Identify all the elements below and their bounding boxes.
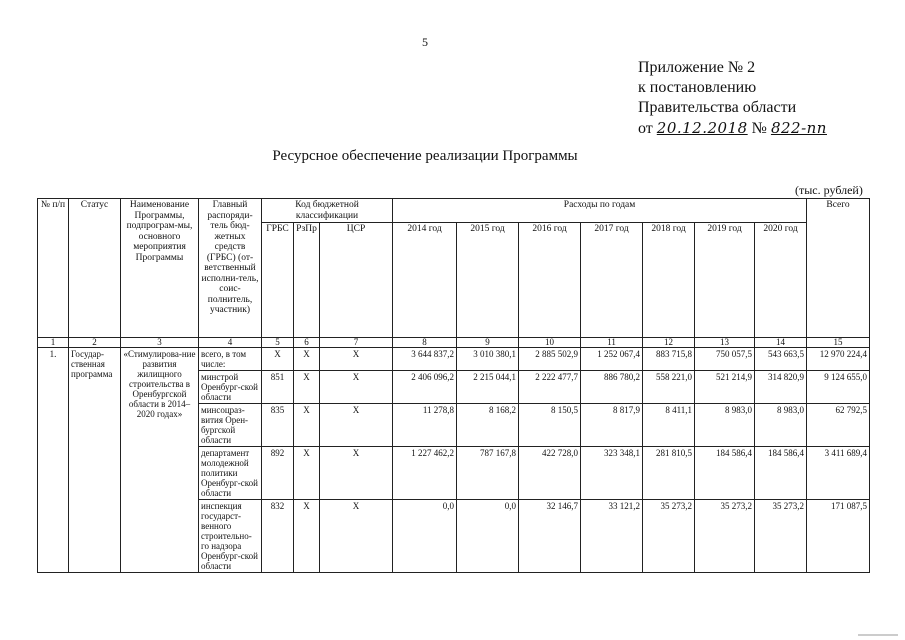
date-prefix: от bbox=[638, 120, 653, 137]
total-cell: 3 411 689,4 bbox=[807, 447, 870, 500]
value-cell: 422 728,0 bbox=[519, 447, 581, 500]
header-year: 2019 год bbox=[695, 223, 755, 338]
units-label: (тыс. рублей) bbox=[795, 183, 863, 197]
value-cell: 886 780,2 bbox=[581, 371, 643, 404]
total-cell: 62 792,5 bbox=[807, 404, 870, 447]
appendix-block bbox=[638, 58, 827, 139]
csr-cell: X bbox=[320, 447, 393, 500]
value-cell: 11 278,8 bbox=[393, 404, 457, 447]
value-cell: 521 214,9 bbox=[695, 371, 755, 404]
admin-cell: всего, в том числе: bbox=[199, 348, 262, 371]
value-cell: 3 010 380,1 bbox=[457, 348, 519, 371]
col-number: 7 bbox=[320, 338, 393, 348]
header-expenses: Расходы по годам bbox=[393, 199, 807, 223]
number-prefix: № bbox=[751, 120, 767, 137]
csr-cell: X bbox=[320, 371, 393, 404]
rzpr-cell: X bbox=[294, 404, 320, 447]
appendix-line-1: Приложение № 2 bbox=[638, 59, 756, 76]
admin-cell: минстрой Оренбург-ской области bbox=[199, 371, 262, 404]
value-cell: 787 167,8 bbox=[457, 447, 519, 500]
value-cell: 35 273,2 bbox=[695, 500, 755, 573]
header-admin: Главный распоряди-тель бюд-жетных средств (ГРБС) (от-ветственный исполни-тель, соис-полнитель, участник) bbox=[199, 199, 262, 338]
program-name: «Стимулирова-ние развития жилищного строительства в Оренбургской области в 2014–2020 годах» bbox=[121, 348, 199, 573]
header-rzpr: РзПр bbox=[294, 223, 320, 338]
col-number: 10 bbox=[519, 338, 581, 348]
page-number: 5 bbox=[422, 35, 428, 49]
col-number: 6 bbox=[294, 338, 320, 348]
handwritten-date: 20.12.2018 bbox=[656, 119, 748, 137]
appendix-date-line bbox=[638, 118, 827, 139]
header-name: Наименование Программы, подпрограм-мы, основного мероприятия Программы bbox=[121, 199, 199, 338]
appendix-line-3: Правительства области bbox=[638, 99, 797, 116]
value-cell: 543 663,5 bbox=[755, 348, 807, 371]
value-cell: 184 586,4 bbox=[755, 447, 807, 500]
col-number: 5 bbox=[262, 338, 294, 348]
col-number: 11 bbox=[581, 338, 643, 348]
column-numbers-row bbox=[38, 338, 870, 348]
header-row-1 bbox=[38, 199, 870, 223]
value-cell: 750 057,5 bbox=[695, 348, 755, 371]
header-year: 2016 год bbox=[519, 223, 581, 338]
grbs-cell: 892 bbox=[262, 447, 294, 500]
header-budget-code: Код бюджетной классификации bbox=[262, 199, 393, 223]
scan-edge-mark bbox=[858, 634, 898, 636]
header-year: 2018 год bbox=[643, 223, 695, 338]
value-cell: 2 222 477,7 bbox=[519, 371, 581, 404]
value-cell: 2 406 096,2 bbox=[393, 371, 457, 404]
value-cell: 1 252 067,4 bbox=[581, 348, 643, 371]
rzpr-cell: X bbox=[294, 500, 320, 573]
col-number: 4 bbox=[199, 338, 262, 348]
rzpr-cell: X bbox=[294, 371, 320, 404]
table-row bbox=[38, 348, 870, 371]
program-number: 1. bbox=[38, 348, 69, 573]
header-year: 2017 год bbox=[581, 223, 643, 338]
program-status: Государ-ственная программа bbox=[69, 348, 121, 573]
value-cell: 0,0 bbox=[393, 500, 457, 573]
header-year: 2015 год bbox=[457, 223, 519, 338]
total-cell: 171 087,5 bbox=[807, 500, 870, 573]
grbs-cell: 851 bbox=[262, 371, 294, 404]
value-cell: 8 983,0 bbox=[695, 404, 755, 447]
value-cell: 323 348,1 bbox=[581, 447, 643, 500]
header-grbs: ГРБС bbox=[262, 223, 294, 338]
header-num: № п/п bbox=[38, 199, 69, 338]
document-title: Ресурсное обеспечение реализации Программы bbox=[272, 148, 578, 164]
value-cell: 8 983,0 bbox=[755, 404, 807, 447]
value-cell: 0,0 bbox=[457, 500, 519, 573]
value-cell: 314 820,9 bbox=[755, 371, 807, 404]
col-number: 14 bbox=[755, 338, 807, 348]
value-cell: 281 810,5 bbox=[643, 447, 695, 500]
grbs-cell: 832 bbox=[262, 500, 294, 573]
header-status: Статус bbox=[69, 199, 121, 338]
header-year: 2020 год bbox=[755, 223, 807, 338]
admin-cell: департамент молодежной политики Оренбург-ской области bbox=[199, 447, 262, 500]
value-cell: 8 168,2 bbox=[457, 404, 519, 447]
value-cell: 1 227 462,2 bbox=[393, 447, 457, 500]
value-cell: 8 411,1 bbox=[643, 404, 695, 447]
col-number: 3 bbox=[121, 338, 199, 348]
grbs-cell: X bbox=[262, 348, 294, 371]
rzpr-cell: X bbox=[294, 447, 320, 500]
budget-table bbox=[37, 198, 870, 573]
admin-cell: минсоцраз-вития Орен-бургской области bbox=[199, 404, 262, 447]
col-number: 9 bbox=[457, 338, 519, 348]
col-number: 13 bbox=[695, 338, 755, 348]
value-cell: 8 150,5 bbox=[519, 404, 581, 447]
admin-cell: инспекция государст-венного строительно-го надзора Оренбург-ской области bbox=[199, 500, 262, 573]
value-cell: 35 273,2 bbox=[755, 500, 807, 573]
appendix-line-2: к постановлению bbox=[638, 79, 757, 96]
value-cell: 184 586,4 bbox=[695, 447, 755, 500]
col-number: 2 bbox=[69, 338, 121, 348]
total-cell: 9 124 655,0 bbox=[807, 371, 870, 404]
header-total: Всего bbox=[807, 199, 870, 338]
value-cell: 32 146,7 bbox=[519, 500, 581, 573]
col-number: 8 bbox=[393, 338, 457, 348]
value-cell: 35 273,2 bbox=[643, 500, 695, 573]
csr-cell: X bbox=[320, 404, 393, 447]
value-cell: 3 644 837,2 bbox=[393, 348, 457, 371]
csr-cell: X bbox=[320, 500, 393, 573]
col-number: 1 bbox=[38, 338, 69, 348]
col-number: 15 bbox=[807, 338, 870, 348]
value-cell: 33 121,2 bbox=[581, 500, 643, 573]
rzpr-cell: X bbox=[294, 348, 320, 371]
grbs-cell: 835 bbox=[262, 404, 294, 447]
value-cell: 8 817,9 bbox=[581, 404, 643, 447]
value-cell: 883 715,8 bbox=[643, 348, 695, 371]
value-cell: 558 221,0 bbox=[643, 371, 695, 404]
col-number: 12 bbox=[643, 338, 695, 348]
handwritten-number: 822-пп bbox=[770, 119, 827, 137]
header-year: 2014 год bbox=[393, 223, 457, 338]
total-cell: 12 970 224,4 bbox=[807, 348, 870, 371]
value-cell: 2 215 044,1 bbox=[457, 371, 519, 404]
header-csr: ЦСР bbox=[320, 223, 393, 338]
value-cell: 2 885 502,9 bbox=[519, 348, 581, 371]
csr-cell: X bbox=[320, 348, 393, 371]
